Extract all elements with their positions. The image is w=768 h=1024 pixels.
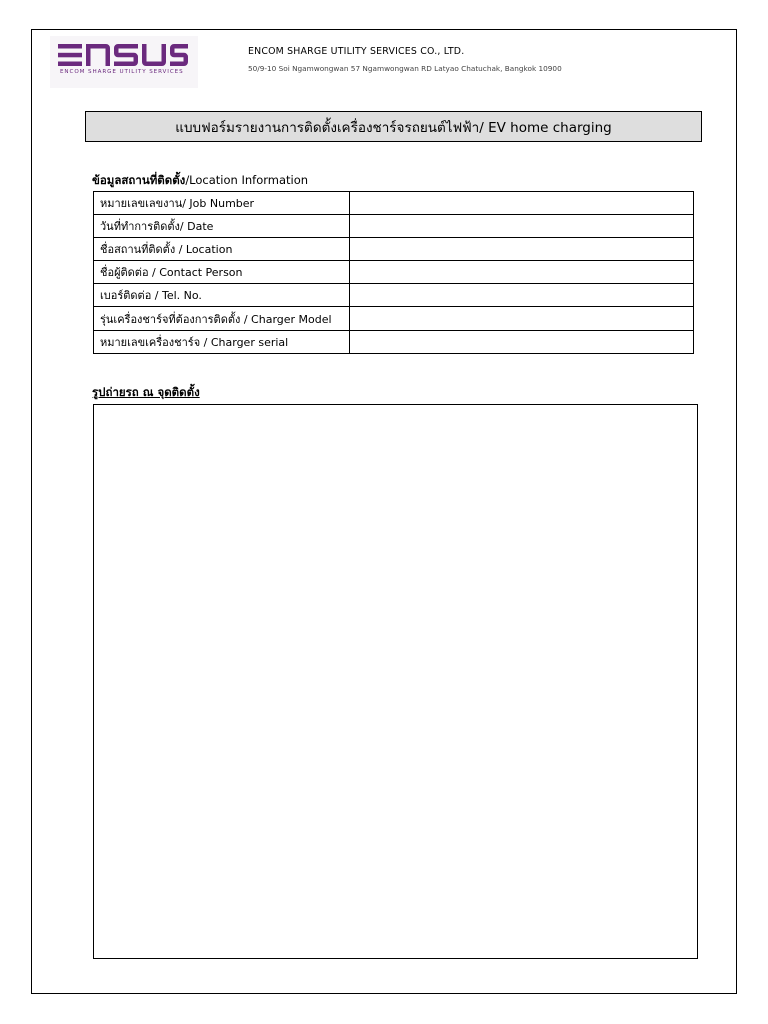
location-info-table (93, 191, 694, 354)
location-field[interactable] (350, 238, 694, 261)
date-field[interactable] (350, 215, 694, 238)
ensus-logo-icon (58, 42, 188, 68)
table-row (94, 307, 694, 330)
table-row (94, 238, 694, 261)
table-row (94, 330, 694, 353)
company-name: ENCOM SHARGE UTILITY SERVICES CO., LTD. (248, 46, 465, 57)
company-logo (50, 36, 198, 88)
location-section-heading (92, 172, 308, 190)
table-row (94, 192, 694, 215)
job-number-label: หมายเลขเลขงาน/ Job Number (94, 192, 350, 215)
job-number-field[interactable] (350, 192, 694, 215)
photo-area[interactable] (93, 404, 698, 959)
company-address: 50/9-10 Soi Ngamwongwan 57 Ngamwongwan RD Latyao Chatuchak, Bangkok 10900 (248, 64, 562, 73)
charger-model-label: รุ่นเครื่องชาร์จที่ต้องการติดตั้ง / Charger Model (94, 307, 350, 330)
location-heading-en: /Location Information (185, 173, 309, 187)
form-title: แบบฟอร์มรายงานการติดตั้งเครื่องชาร์จรถยนต์ไฟฟ้า/ EV home charging (175, 119, 612, 136)
photo-section-heading: รูปถ่ายรถ ณ จุดติดตั้ง (92, 385, 200, 399)
location-heading-th: ข้อมูลสถานที่ติดตั้ง (92, 173, 186, 187)
date-label: วันที่ทำการติดตั้ง/ Date (94, 215, 350, 238)
charger-model-field[interactable] (350, 307, 694, 330)
tel-label: เบอร์ติดต่อ / Tel. No. (94, 284, 350, 307)
table-row (94, 284, 694, 307)
charger-serial-field[interactable] (350, 330, 694, 353)
tel-field[interactable] (350, 284, 694, 307)
table-row (94, 261, 694, 284)
logo-subtitle: ENCOM SHARGE UTILITY SERVICES (60, 69, 184, 75)
contact-person-label: ชื่อผู้ติดต่อ / Contact Person (94, 261, 350, 284)
charger-serial-label: หมายเลขเครื่องชาร์จ / Charger serial (94, 330, 350, 353)
contact-person-field[interactable] (350, 261, 694, 284)
form-title-box (85, 111, 702, 142)
table-row (94, 215, 694, 238)
location-label: ชื่อสถานที่ติดตั้ง / Location (94, 238, 350, 261)
